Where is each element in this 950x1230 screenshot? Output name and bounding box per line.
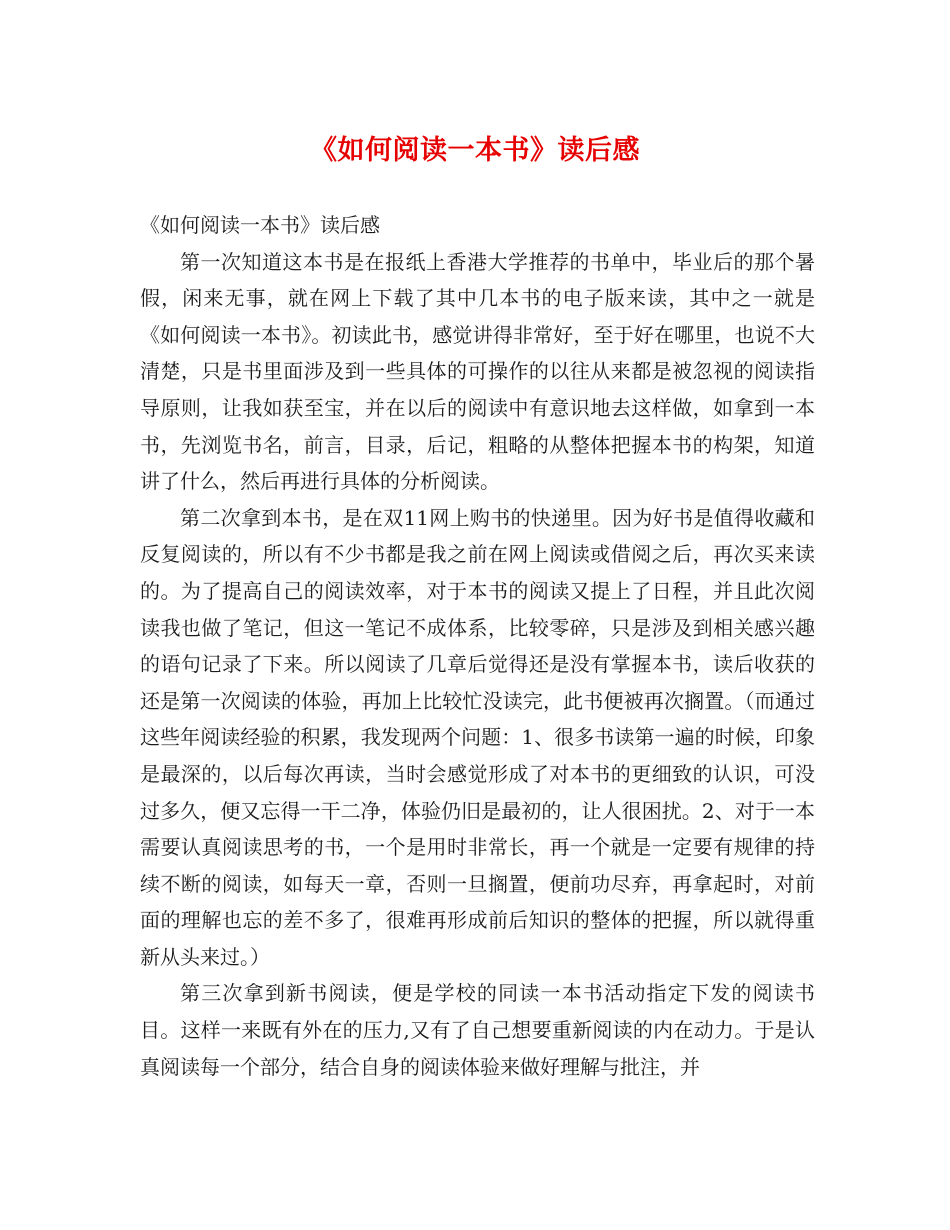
paragraph: 第二次拿到本书，是在双11网上购书的快递里。因为好书是值得收藏和反复阅读的，所以有不少书都是我之前在网上阅读或借阅之后，再次买来读的。为了提高自己的阅读效率，对于本书的阅读又提上了日程，并且此次阅读我也做了笔记，但这一笔记不成体系，比较零碎，只是涉及到相关感兴趣的语句记录了下来。所以阅读了几章后觉得还是没有掌握本书，读后收获的还是第一次阅读的体验，再加上比较忙没读完，此书便被再次搁置。（而通过这些年阅读经验的积累，我发现两个问题：1、很多书读第一遍的时候，印象是最深的，以后每次再读，当时会感觉形成了对本书的更细致的认识，可没过多久，便又忘得一干二净，体验仍旧是最初的，让人很困扰。2、对于一本需要认真阅读思考的书，一个是用时非常长，再一个就是一定要有规律的持续不断的阅读，如每天一章，否则一旦搁置，便前功尽弃，再拿起时，对前面的理解也忘的差不多了，很难再形成前后知识的整体的把握，所以就得重新从头来过。） bbox=[140, 505, 815, 969]
paragraph: 第三次拿到新书阅读，便是学校的同读一本书活动指定下发的阅读书目。这样一来既有外在的压力,又有了自己想要重新阅读的内在动力。于是认真阅读每一个部分，结合自身的阅读体验来做好理解与批注，并 bbox=[140, 981, 815, 1079]
paragraph: 第一次知道这本书是在报纸上香港大学推荐的书单中，毕业后的那个暑假，闲来无事，就在网上下载了其中几本书的电子版来读，其中之一就是《如何阅读一本书》。初读此书，感觉讲得非常好，至于好在哪里，也说不大清楚，只是书里面涉及到一些具体的可操作的以往从来都是被忽视的阅读指导原则，让我如获至宝，并在以后的阅读中有意识地去这样做，如拿到一本书，先浏览书名，前言，目录，后记，粗略的从整体把握本书的构架，知道讲了什么，然后再进行具体的分析阅读。 bbox=[140, 249, 815, 494]
document-title: 《如何阅读一本书》读后感 bbox=[310, 135, 640, 166]
document-body bbox=[140, 207, 815, 1085]
document-subtitle: 《如何阅读一本书》读后感 bbox=[140, 213, 380, 237]
